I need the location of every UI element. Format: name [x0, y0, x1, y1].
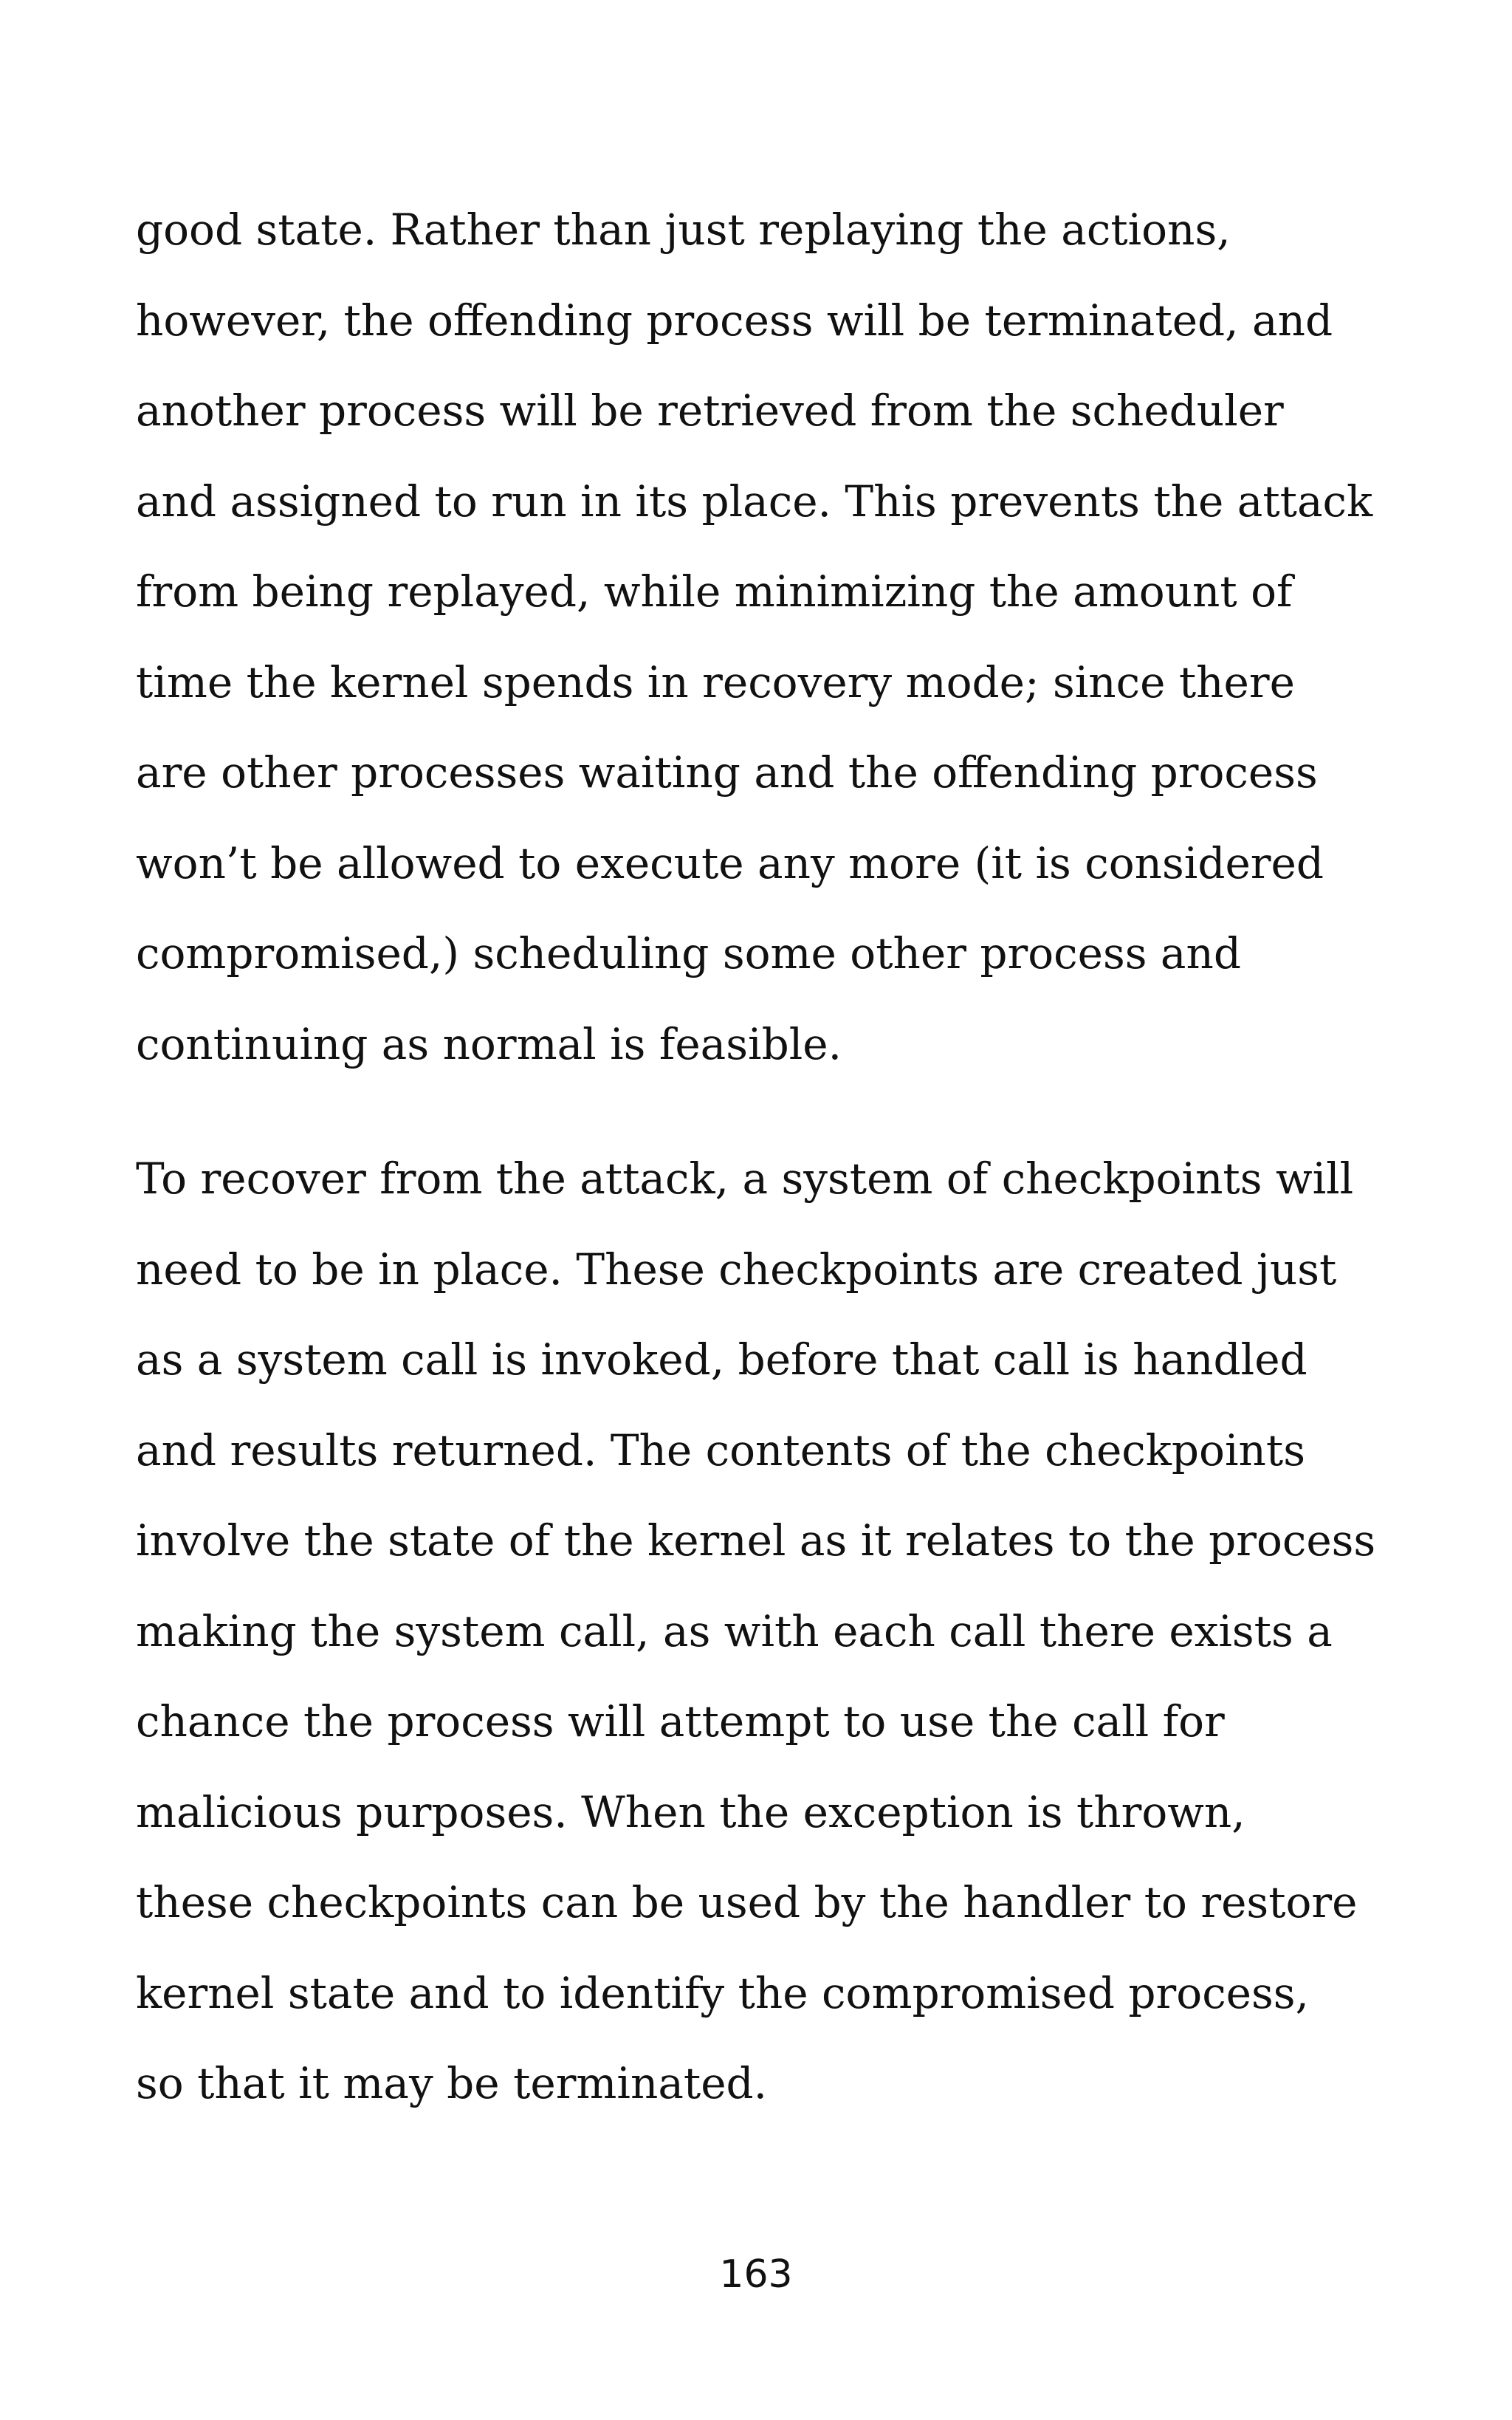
- body-text: [136, 185, 1384, 2129]
- text-line: as a system call is invoked, before that call is handled: [136, 1334, 1307, 1385]
- text-line: continuing as normal is feasible.: [136, 1018, 842, 1069]
- text-line: compromised,) scheduling some other process and: [136, 928, 1241, 978]
- text-line: however, the offending process will be terminated, and: [136, 295, 1333, 346]
- text-line: chance the process will attempt to use the call for: [136, 1696, 1225, 1747]
- text-line: another process will be retrieved from the scheduler: [136, 385, 1284, 436]
- paragraph-1: [136, 185, 1384, 1089]
- text-line: malicious purposes. When the exception is thrown,: [136, 1786, 1245, 1837]
- text-line: kernel state and to identify the compromised process,: [136, 1967, 1309, 2018]
- text-line: To recover from the attack, a system of checkpoints will: [136, 1154, 1354, 1204]
- text-line: need to be in place. These checkpoints are created just: [136, 1244, 1337, 1295]
- text-line: from being replayed, while minimizing the amount of: [136, 566, 1293, 617]
- text-line: time the kernel spends in recovery mode; since there: [136, 657, 1295, 707]
- text-line: good state. Rather than just replaying the actions,: [136, 205, 1231, 255]
- text-line: these checkpoints can be used by the handler to restore: [136, 1877, 1358, 1927]
- page-number: 163: [719, 2252, 793, 2297]
- text-line: and assigned to run in its place. This prevents the attack: [136, 476, 1373, 527]
- text-line: making the system call, as with each call there exists a: [136, 1605, 1333, 1656]
- text-line: so that it may be terminated.: [136, 2058, 768, 2108]
- paragraph-spacer: [136, 1089, 1384, 1134]
- text-line: involve the state of the kernel as it relates to the process: [136, 1515, 1376, 1566]
- text-line: are other processes waiting and the offending process: [136, 747, 1318, 798]
- paragraph-2: [136, 1134, 1384, 2129]
- text-line: won’t be allowed to execute any more (it is considered: [136, 837, 1324, 888]
- text-line: and results returned. The contents of the checkpoints: [136, 1425, 1305, 1475]
